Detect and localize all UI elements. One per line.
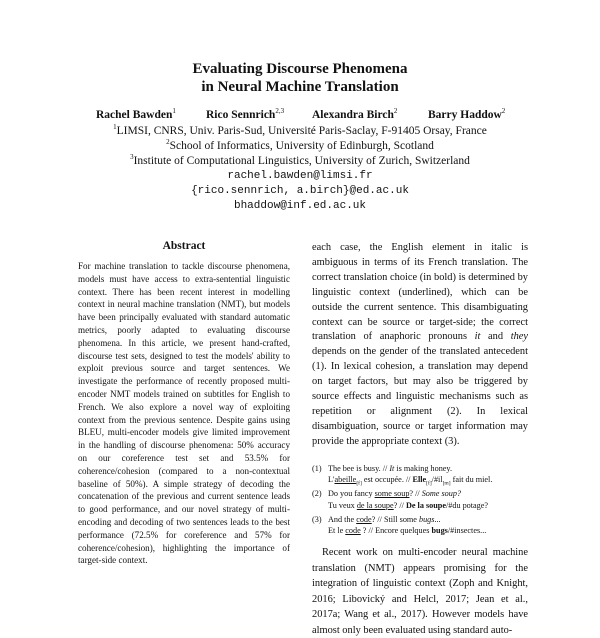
- email-1: rachel.bawden@limsi.fr: [227, 170, 373, 182]
- email-3: bhaddow@inf.ed.ac.uk: [233, 200, 367, 212]
- author-2: Rico Sennrich$^{2,3}$: [206, 107, 285, 121]
- example-list: [312, 463, 528, 539]
- body-paragraph-1: each case, the English element in italic is ambiguous in terms of its French translation. The correct translation choice (in bold) is determined by linguistic context (underlined), which can be outside the current sentence. This disambiguating context can be source or target-side; the correct translation of anaphoric pronouns it and they depends on the gender of the translated antecedent (1). In lexical cohesion, a translation may depend on target factors, but may also be triggered by source effects and linguistic mechanisms such as repetition or alignment (2). In lexical disambiguation, source or target information may provide the appropriate context (3).: [312, 242, 528, 447]
- title-line-2: in Neural Machine Translation: [201, 79, 399, 95]
- example-item: (1) The bee is busy. // It is making honey. L'abeille$_{[f]}$ est occupée. // $Elle_{[f]}/\#il_{[m]}$ fait du miel.: [312, 464, 493, 487]
- paper-title: [0, 60, 600, 96]
- affiliation-3: $^3$Institute of Computational Linguistics, University of Zurich, Switzerland: [130, 153, 470, 167]
- affiliation-2: $^2$School of Informatics, University of Edinburgh, Scotland: [166, 138, 434, 152]
- example-item: (2) Do you fancy some soup? // Some soup? Tu veux de la soupe? // De la soupe/#du potage?: [312, 489, 489, 510]
- affiliation-1: $^1$LIMSI, CNRS, Univ. Paris-Sud, Université Paris-Saclay, F-91405 Orsay, France: [113, 123, 487, 137]
- author-3: Alexandra Birch$^2$: [312, 107, 398, 121]
- author-4: Barry Haddow$^2$: [428, 107, 506, 121]
- abstract-heading: Abstract: [162, 240, 206, 252]
- example-item: (3) And the code? // Still some bugs... Et le code ? // Encore quelques bugs/#insectes...: [312, 514, 487, 536]
- author-1: Rachel Bawden$^1$: [96, 107, 176, 121]
- abstract-body: For machine translation to tackle discourse phenomena, models must have access to extra-sentential linguistic context. There has been recent interest in modelling context in neural machine translation (NMT), but models have been principally evaluated with standard automatic metrics, poorly adapted to evaluating discourse phenomena. In this article, we present hand-crafted, discourse test sets, designed to test the models' ability to exploit previous source and target sentences. We investigate the performance of recently proposed multi-encoder NMT models trained on subtitles for English to French. We also explore a novel way of exploiting context from the previous sentence. Despite gains using BLEU, multi-encoder models give limited improvement in the handling of discourse phenomena: 50% accuracy on our coreference test set and 53.5% for coherence/cohesion (compared to a non-contextual baseline of 50%). A simple strategy of decoding the concatenation of the previous and current sentence leads to good performance, and our novel strategy of multi-encoding and decoding of two sentences leads to the best performance (72.5% for coreference and 57% for coherence/cohesion), highlighting the importance of target-side context.: [78, 261, 290, 566]
- email-2: {rico.sennrich, a.birch}@ed.ac.uk: [191, 185, 409, 197]
- author-list: [0, 109, 600, 125]
- title-line-1: Evaluating Discourse Phenomena: [192, 61, 408, 77]
- body-paragraph-2: Recent work on multi-encoder neural machine translation (NMT) appears promising for the integration of linguistic context (Zoph and Knight, 2016; Libovický and Helcl, 2017; Jean et al., 2017a; Wang et al., 2017). However models have almost only been evaluated using standard auto-: [312, 547, 528, 636]
